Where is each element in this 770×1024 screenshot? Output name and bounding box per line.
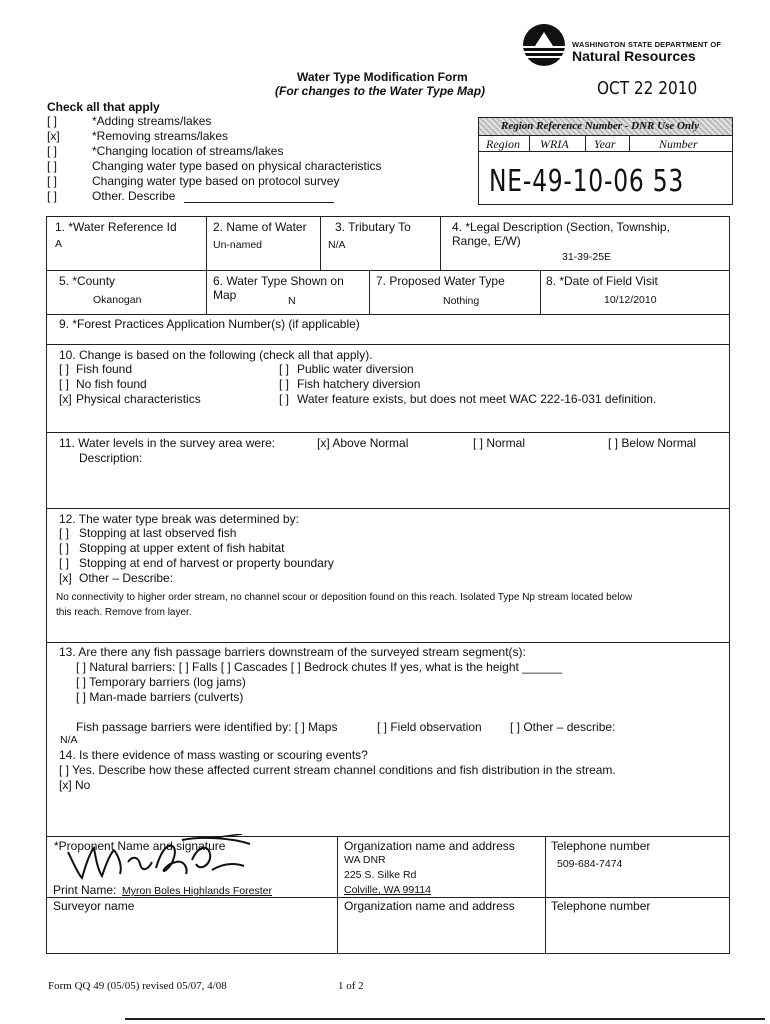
s12-mark[interactable]: [ ]: [59, 541, 70, 555]
s10-mark[interactable]: [ ]: [279, 377, 290, 391]
org-address-1[interactable]: 225 S. Silke Rd: [344, 869, 417, 881]
agency-line2: Natural Resources: [572, 48, 696, 64]
manmade-barriers-option[interactable]: [ ] Man-made barriers (culverts): [76, 690, 244, 704]
s10-label: No fish found: [76, 377, 147, 391]
below-normal-option[interactable]: [ ] Below Normal: [608, 436, 697, 450]
field-8-label: 8. *Date of Field Visit: [546, 274, 658, 288]
check-mark[interactable]: [ ]: [47, 189, 58, 203]
section-13-label: 13. Are there any fish passage barriers downstream of the surveyed stream segment(s):: [59, 645, 526, 659]
field-observation-option[interactable]: [ ] Field observation: [377, 720, 482, 734]
check-label: Other. Describe: [92, 189, 176, 203]
temporary-barriers-option[interactable]: [ ] Temporary barriers (log jams): [76, 675, 246, 689]
field-7-label: 7. Proposed Water Type: [376, 274, 505, 288]
print-name-value[interactable]: Myron Boles Highlands Forester: [122, 885, 272, 897]
print-name-label: Print Name:: [53, 883, 117, 897]
col-wria: WRIA: [540, 137, 569, 151]
field-2-label: 2. Name of Water: [213, 220, 307, 234]
field-1-label: 1. *Water Reference Id: [55, 220, 177, 234]
region-reference-title: Region Reference Number - DNR Use Only: [501, 120, 699, 132]
s14-yes-option[interactable]: [ ] Yes. Describe how these affected current stream channel conditions and fish distribution in the stream.: [59, 763, 616, 777]
check-mark[interactable]: [ ]: [47, 174, 58, 188]
s10-label: Public water diversion: [297, 362, 414, 376]
s12-label: Stopping at end of harvest or property boundary: [79, 556, 334, 570]
other-describe-line[interactable]: [184, 202, 334, 203]
normal-option[interactable]: [ ] Normal: [473, 436, 526, 450]
s10-mark[interactable]: [ ]: [59, 377, 70, 391]
surveyor-label: Surveyor name: [53, 899, 135, 913]
check-mark[interactable]: [ ]: [47, 114, 58, 128]
field-8-value[interactable]: 10/12/2010: [604, 294, 657, 306]
phone-label: Telephone number: [551, 839, 651, 853]
field-3-value[interactable]: N/A: [328, 239, 346, 251]
section-13-answer[interactable]: N/A: [60, 734, 78, 746]
signature-image: [62, 834, 262, 884]
s14-no-option[interactable]: [x] No: [59, 778, 91, 792]
field-1-value[interactable]: A: [55, 238, 63, 250]
s12-mark[interactable]: [ ]: [59, 526, 70, 540]
received-date-stamp: OCT 22 2010: [597, 78, 698, 99]
check-mark[interactable]: [ ]: [47, 144, 58, 158]
check-label: *Adding streams/lakes: [92, 114, 212, 128]
region-reference-number: NE-49-10-06 53: [489, 164, 685, 199]
check-all-heading: Check all that apply: [47, 100, 160, 114]
s10-label: Physical characteristics: [76, 392, 201, 406]
check-mark[interactable]: [ ]: [47, 159, 58, 173]
proponent-label: *Proponent Name and signature: [54, 839, 226, 853]
barriers-identified-maps[interactable]: Fish passage barriers were identified by: [ ] Maps: [76, 720, 338, 734]
field-4-label-a: 4. *Legal Description (Section, Township,: [452, 220, 670, 234]
check-label: *Changing location of streams/lakes: [92, 144, 284, 158]
field-3-label: 3. Tributary To: [335, 220, 411, 234]
form-title: Water Type Modification Form: [297, 70, 468, 84]
field-6-label-a: 6. Water Type Shown on: [213, 274, 344, 288]
col-number: Number: [659, 137, 698, 151]
section-11-description: Description:: [79, 451, 143, 465]
s10-label: Fish hatchery diversion: [297, 377, 421, 391]
s10-mark[interactable]: [ ]: [279, 392, 290, 406]
bottom-rule: [125, 1018, 765, 1020]
org-address-2[interactable]: Colville, WA 99114: [344, 884, 431, 896]
agency-line1: WASHINGTON STATE DEPARTMENT OF: [572, 40, 722, 49]
check-label: *Removing streams/lakes: [92, 129, 229, 143]
s12-mark[interactable]: [x]: [59, 571, 72, 585]
form-subtitle: (For changes to the Water Type Map): [275, 84, 486, 98]
s10-mark[interactable]: [ ]: [59, 362, 70, 376]
other-describe-option[interactable]: [ ] Other – describe:: [510, 720, 616, 734]
form-id: Form QQ 49 (05/05) revised 05/07, 4/08: [48, 980, 227, 992]
region-reference-box: [478, 117, 733, 205]
section-12-answer-line1[interactable]: No connectivity to higher order stream, no channel scour or deposition found on this reach. Isolated Type Np stream located below: [56, 592, 633, 603]
section-12-answer-line2[interactable]: this reach. Remove from layer.: [56, 607, 192, 618]
s12-label: Stopping at last observed fish: [79, 526, 237, 540]
field-2-value[interactable]: Un-named: [213, 239, 263, 251]
page-number: 1 of 2: [338, 980, 364, 992]
s10-mark[interactable]: [ ]: [279, 362, 290, 376]
section-12-label: 12. The water type break was determined by:: [59, 512, 299, 526]
section-9-label: 9. *Forest Practices Application Number(s) (if applicable): [59, 317, 360, 331]
above-normal-option[interactable]: [x] Above Normal: [317, 436, 409, 450]
phone-label-2: Telephone number: [551, 899, 651, 913]
s10-mark[interactable]: [x]: [59, 392, 72, 406]
s12-label: Other – Describe:: [79, 571, 174, 585]
s12-label: Stopping at upper extent of fish habitat: [79, 541, 285, 555]
section-11-label: 11. Water levels in the survey area were:: [59, 436, 276, 450]
field-7-value[interactable]: Nothing: [443, 295, 480, 307]
field-5-value[interactable]: Okanogan: [93, 294, 142, 306]
field-5-label: 5. *County: [59, 274, 116, 288]
field-4-label-b: Range, E/W): [452, 234, 521, 248]
agency-logo-icon: [521, 22, 567, 68]
col-year: Year: [594, 137, 616, 151]
section-14-label: 14. Is there evidence of mass wasting or scouring events?: [59, 748, 368, 762]
org-label-2: Organization name and address: [344, 899, 515, 913]
field-6-value[interactable]: N: [288, 295, 296, 307]
org-name[interactable]: WA DNR: [344, 854, 386, 866]
check-label: Changing water type based on protocol survey: [92, 174, 340, 188]
org-label: Organization name and address: [344, 839, 515, 853]
check-label: Changing water type based on physical characteristics: [92, 159, 382, 173]
col-region: Region: [486, 137, 520, 151]
s10-label: Fish found: [76, 362, 133, 376]
s12-mark[interactable]: [ ]: [59, 556, 70, 570]
s10-label: Water feature exists, but does not meet WAC 222-16-031 definition.: [297, 392, 657, 406]
field-4-value[interactable]: 31-39-25E: [562, 251, 612, 263]
phone-value[interactable]: 509-684-7474: [557, 858, 623, 870]
field-6-label-b: Map: [213, 288, 237, 302]
natural-barriers-line[interactable]: [ ] Natural barriers: [ ] Falls [ ] Cascades [ ] Bedrock chutes If yes, what is the height ______: [76, 660, 563, 674]
section-10-label: 10. Change is based on the following (check all that apply).: [59, 348, 373, 362]
check-mark[interactable]: [x]: [47, 129, 60, 143]
